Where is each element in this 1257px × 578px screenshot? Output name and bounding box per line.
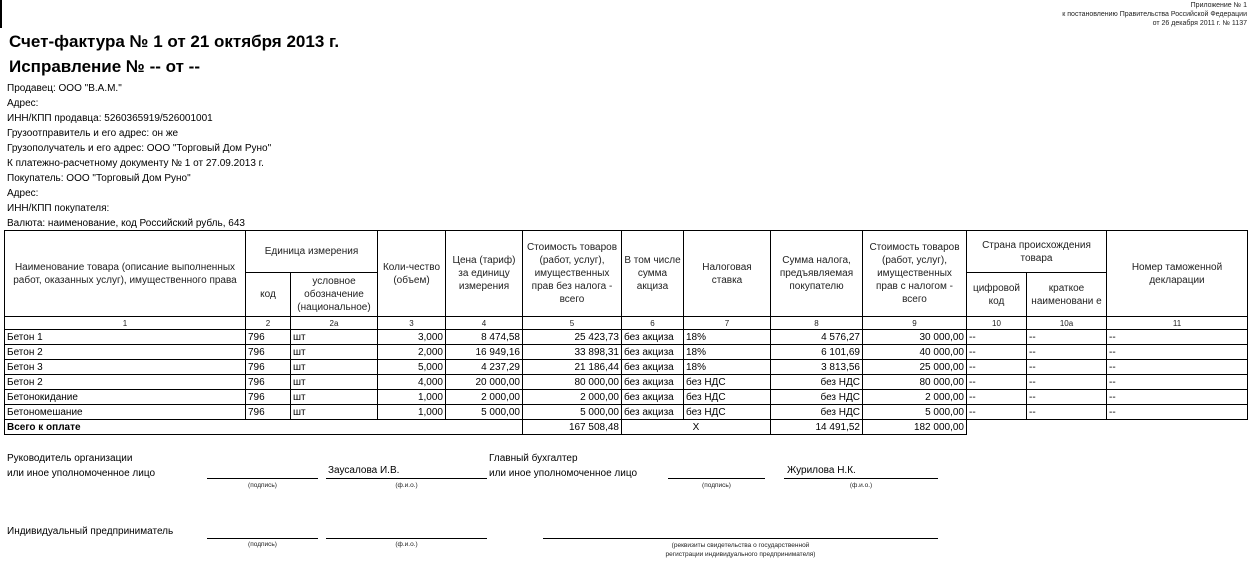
quantity: 1,000 <box>378 390 446 405</box>
ip-registration-line <box>543 538 938 539</box>
invoice-table <box>4 230 1248 435</box>
cost: 25 423,73 <box>523 330 622 345</box>
unit-symbol: шт <box>291 345 378 360</box>
item-name: Бетон 3 <box>5 360 246 375</box>
accountant-name-line <box>784 478 938 479</box>
price: 20 000,00 <box>446 375 523 390</box>
header-country-name: краткое наименовани е <box>1027 273 1107 317</box>
column-number: 10 <box>967 317 1027 330</box>
table-row <box>5 390 1248 405</box>
header-country: Страна происхождения товара <box>967 231 1107 273</box>
column-number: 9 <box>863 317 967 330</box>
cost: 21 186,44 <box>523 360 622 375</box>
tax-amount: 3 813,56 <box>771 360 863 375</box>
column-numbers-row <box>5 317 1248 330</box>
excise: без акциза <box>622 405 684 420</box>
price: 2 000,00 <box>446 390 523 405</box>
price: 8 474,58 <box>446 330 523 345</box>
caption-fio: (ф.и.о.) <box>395 541 418 548</box>
item-name: Бетономешание <box>5 405 246 420</box>
country-code: -- <box>967 360 1027 375</box>
header-unit: Единица измерения <box>246 231 378 273</box>
seller-inn: ИНН/КПП продавца: 5260365919/526001001 <box>7 113 213 124</box>
tax-amount: без НДС <box>771 405 863 420</box>
caption-fio: (ф.и.о.) <box>395 482 418 489</box>
caption-registration-line1: (реквизиты свидетельства о государственной <box>671 542 810 549</box>
total-tax: 14 491,52 <box>771 420 863 435</box>
unit-code: 796 <box>246 390 291 405</box>
accountant-name: Журилова Н.К. <box>787 465 856 476</box>
tax-amount: без НДС <box>771 390 863 405</box>
correction-title: Исправление № -- от -- <box>9 57 200 76</box>
accountant-label-line1: Главный бухгалтер <box>489 453 578 464</box>
ip-name-line <box>326 538 487 539</box>
column-number: 8 <box>771 317 863 330</box>
column-number: 4 <box>446 317 523 330</box>
column-number: 5 <box>523 317 622 330</box>
head-label-line2: или иное уполномоченное лицо <box>7 468 156 479</box>
appendix-line: от 26 декабря 2011 г. № 1137 <box>1152 20 1247 27</box>
appendix-line: к постановлению Правительства Российской Федерации <box>1062 11 1247 18</box>
column-number: 10а <box>1027 317 1107 330</box>
country-name: -- <box>1027 330 1107 345</box>
appendix-line: Приложение № 1 <box>1190 2 1247 9</box>
head-label <box>7 451 155 481</box>
cost-with-tax: 2 000,00 <box>863 390 967 405</box>
customs-number: -- <box>1107 360 1248 375</box>
header-cost: Стоимость товаров (работ, услуг), имущественных прав без налога - всего <box>523 231 622 317</box>
country-name: -- <box>1027 345 1107 360</box>
quantity: 4,000 <box>378 375 446 390</box>
cost-with-tax: 5 000,00 <box>863 405 967 420</box>
header-tax: Сумма налога, предъявляемая покупателю <box>771 231 863 317</box>
column-number: 2а <box>291 317 378 330</box>
excise: без акциза <box>622 360 684 375</box>
cost: 80 000,00 <box>523 375 622 390</box>
total-cost-tax: 182 000,00 <box>863 420 967 435</box>
buyer: Покупатель: ООО "Торговый Дом Руно" <box>7 173 191 184</box>
ip-label: Индивидуальный предприниматель <box>7 526 174 537</box>
cost-with-tax: 30 000,00 <box>863 330 967 345</box>
cost-with-tax: 25 000,00 <box>863 360 967 375</box>
tax-rate: 18% <box>684 360 771 375</box>
tax-rate: без НДС <box>684 375 771 390</box>
country-code: -- <box>967 405 1027 420</box>
item-name: Бетон 1 <box>5 330 246 345</box>
customs-number: -- <box>1107 405 1248 420</box>
country-code: -- <box>967 390 1027 405</box>
price: 4 237,29 <box>446 360 523 375</box>
table-row <box>5 405 1248 420</box>
price: 5 000,00 <box>446 405 523 420</box>
customs-number: -- <box>1107 345 1248 360</box>
column-number: 7 <box>684 317 771 330</box>
cost-with-tax: 80 000,00 <box>863 375 967 390</box>
total-row <box>5 420 1248 435</box>
head-name: Заусалова И.В. <box>328 465 400 476</box>
tax-rate: 18% <box>684 330 771 345</box>
tax-rate: 18% <box>684 345 771 360</box>
price: 16 949,16 <box>446 345 523 360</box>
column-number: 3 <box>378 317 446 330</box>
buyer-inn: ИНН/КПП покупателя: <box>7 203 110 214</box>
unit-code: 796 <box>246 345 291 360</box>
invoice-info <box>7 81 271 231</box>
caption-registration-line2: регистрации индивидуального предпринимателя) <box>665 551 816 558</box>
quantity: 2,000 <box>378 345 446 360</box>
unit-symbol: шт <box>291 330 378 345</box>
unit-code: 796 <box>246 405 291 420</box>
header-excise: В том числе сумма акциза <box>622 231 684 317</box>
accountant-signature-line <box>668 478 765 479</box>
unit-symbol: шт <box>291 360 378 375</box>
quantity: 5,000 <box>378 360 446 375</box>
customs-number: -- <box>1107 390 1248 405</box>
quantity: 1,000 <box>378 405 446 420</box>
currency: Валюта: наименование, код Российский рубль, 643 <box>7 218 245 229</box>
tax-amount: 6 101,69 <box>771 345 863 360</box>
tax-amount: без НДС <box>771 375 863 390</box>
header-unit-symbol: условное обозначение (национальное) <box>291 273 378 317</box>
tax-amount: 4 576,27 <box>771 330 863 345</box>
caption-signature: (подпись) <box>702 482 731 489</box>
cost: 5 000,00 <box>523 405 622 420</box>
cost: 33 898,31 <box>523 345 622 360</box>
table-row <box>5 345 1248 360</box>
empty-cell <box>967 420 1248 435</box>
cost-with-tax: 40 000,00 <box>863 345 967 360</box>
item-name: Бетон 2 <box>5 345 246 360</box>
total-excise: X <box>622 420 771 435</box>
customs-number: -- <box>1107 330 1248 345</box>
excise: без акциза <box>622 390 684 405</box>
tax-rate: без НДС <box>684 405 771 420</box>
caption-signature: (подпись) <box>248 482 277 489</box>
invoice-title: Счет-фактура № 1 от 21 октября 2013 г. <box>9 32 340 51</box>
seller: Продавец: ООО "В.А.М." <box>7 83 122 94</box>
total-cost: 167 508,48 <box>523 420 622 435</box>
ip-signature-line <box>207 538 318 539</box>
head-name-line <box>326 478 487 479</box>
excise: без акциза <box>622 345 684 360</box>
header-rate: Налоговая ставка <box>684 231 771 317</box>
column-number: 1 <box>5 317 246 330</box>
accountant-label <box>489 451 637 481</box>
page-edge-mark <box>0 0 2 28</box>
country-code: -- <box>967 330 1027 345</box>
item-name: Бетонокидание <box>5 390 246 405</box>
country-name: -- <box>1027 390 1107 405</box>
header-country-code: цифровой код <box>967 273 1027 317</box>
country-code: -- <box>967 375 1027 390</box>
table-row <box>5 375 1248 390</box>
unit-code: 796 <box>246 360 291 375</box>
country-code: -- <box>967 345 1027 360</box>
seller-address: Адрес: <box>7 98 39 109</box>
item-name: Бетон 2 <box>5 375 246 390</box>
tax-rate: без НДС <box>684 390 771 405</box>
quantity: 3,000 <box>378 330 446 345</box>
unit-code: 796 <box>246 375 291 390</box>
column-number: 2 <box>246 317 291 330</box>
column-number: 6 <box>622 317 684 330</box>
consignee: Грузополучатель и его адрес: ООО "Торговый Дом Руно" <box>7 143 272 154</box>
excise: без акциза <box>622 330 684 345</box>
caption-fio: (ф.и.о.) <box>849 482 873 489</box>
excise: без акциза <box>622 375 684 390</box>
buyer-address: Адрес: <box>7 188 39 199</box>
country-name: -- <box>1027 360 1107 375</box>
country-name: -- <box>1027 375 1107 390</box>
header-name: Наименование товара (описание выполненных работ, оказанных услуг), имущественного права <box>5 231 246 317</box>
payment-doc: К платежно-расчетному документу № 1 от 27.09.2013 г. <box>7 158 264 169</box>
head-label-line1: Руководитель организации <box>7 453 133 464</box>
appendix-note <box>1062 1 1247 28</box>
unit-symbol: шт <box>291 405 378 420</box>
country-name: -- <box>1027 405 1107 420</box>
caption-signature: (подпись) <box>248 541 277 548</box>
header-cost-tax: Стоимость товаров (работ, услуг), имущественных прав с налогом - всего <box>863 231 967 317</box>
unit-symbol: шт <box>291 375 378 390</box>
unit-code: 796 <box>246 330 291 345</box>
header-price: Цена (тариф) за единицу измерения <box>446 231 523 317</box>
column-number: 11 <box>1107 317 1248 330</box>
customs-number: -- <box>1107 375 1248 390</box>
caption-registration <box>543 541 938 559</box>
unit-symbol: шт <box>291 390 378 405</box>
header-customs: Номер таможенной декларации <box>1107 231 1248 317</box>
head-signature-line <box>207 478 318 479</box>
shipper: Грузоотправитель и его адрес: он же <box>7 128 179 139</box>
table-row <box>5 330 1248 345</box>
cost: 2 000,00 <box>523 390 622 405</box>
header-qty: Коли-чество (объем) <box>378 231 446 317</box>
accountant-label-line2: или иное уполномоченное лицо <box>489 468 638 479</box>
table-row <box>5 360 1248 375</box>
header-unit-code: код <box>246 273 291 317</box>
total-label: Всего к оплате <box>5 420 523 435</box>
